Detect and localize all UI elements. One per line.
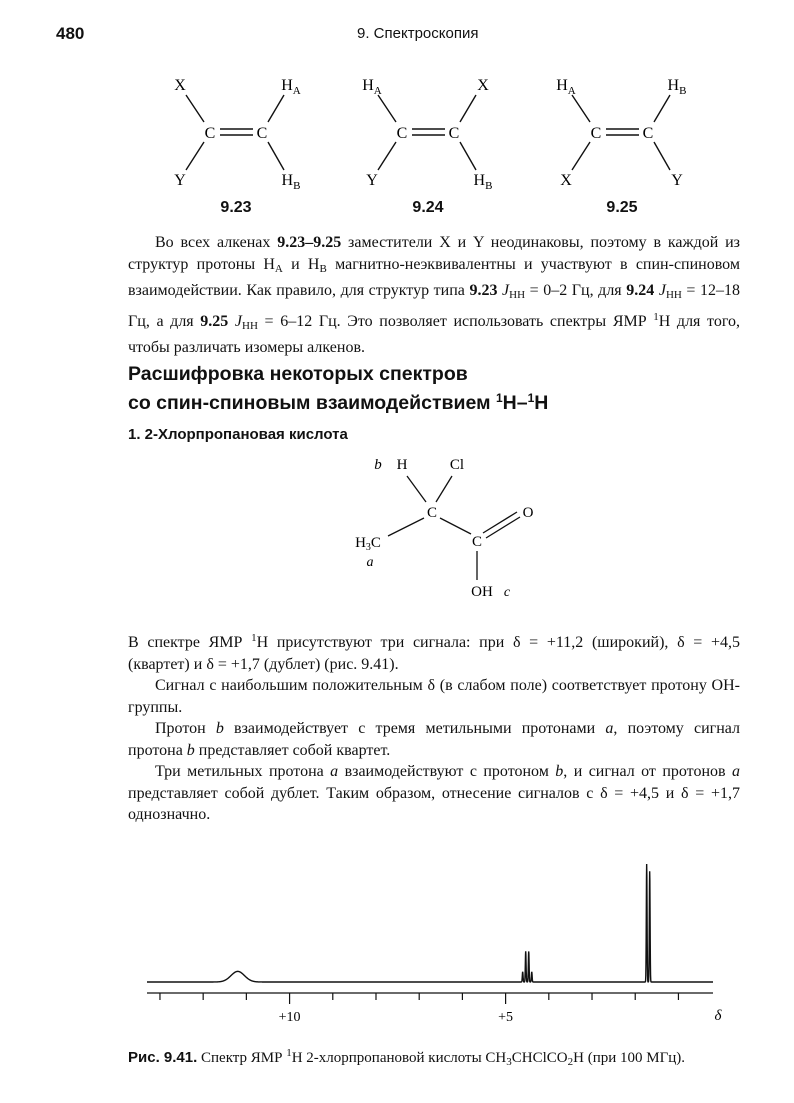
tick-label: +10 [278,1010,301,1025]
lower-right-atom: $H_B$ [473,172,493,192]
bond-ll [186,142,204,170]
bond-ul [186,95,204,122]
central-carbon: C [426,505,438,521]
chloropropanoic-acid-structure [340,452,550,602]
carbon-left: C [396,125,408,142]
lower-right-atom: $H_B$ [281,172,301,192]
bond-c-ch3 [388,518,424,536]
tick-label: +5 [498,1010,514,1025]
bond-c-cooh [440,518,471,534]
proton-a-label: a [366,555,374,570]
structure-label-9-24: 9.24 [412,199,444,216]
carbon-right: C [642,125,654,142]
structure-label-9-23: 9.23 [220,199,252,216]
structure-label-9-25: 9.25 [606,199,638,216]
subsection-title: 1. 2-Хлорпропановая кислота [128,426,348,443]
lower-left-atom: Y [174,172,186,189]
structure-9-24 [362,77,492,192]
figure-caption: Рис. 9.41. Спектр ЯМР $^1$H 2-хлорпропановой кислоты $CH_3CHClCO_2H$ (при 100 МГц). [128,1047,686,1068]
x-axis-ticks [160,993,678,1004]
x-axis-tick-labels [279,1010,513,1025]
carbon-right: C [256,125,268,142]
x-axis-label: δ [714,1008,722,1024]
upper-right-atom: X [477,77,489,94]
page-number: 480 [56,24,85,43]
proton-b-label: b [374,457,382,473]
section-title-line1: Расшифровка некоторых спектров [128,363,468,385]
spectrum-discussion [128,628,740,826]
bond-c-h [407,476,426,502]
section-title [128,362,548,415]
bond-ur [268,95,284,122]
bond-c-cl [436,476,452,502]
proton-c-label: c [503,585,511,600]
carbon-left: C [590,125,602,142]
upper-right-atom: $H_B$ [667,77,687,97]
spectrum-trace [147,864,713,982]
hydroxyl-group: OH [471,584,493,600]
nmr-spectrum-chart [140,855,730,1030]
para-proton-b: Протон b взаимодействует с тремя метильными протонами a, поэтому сигнал протона b представляет собой квартет. [128,720,740,759]
structure-9-25 [556,77,686,189]
para-proton-a: Три метильных протона a взаимодействуют с протоном b, и сигнал от протонов a представляет собой дублет. Таким образом, отнесение сигналов с δ = +4,5 и δ = +1,7 однозначно. [128,763,740,823]
lower-left-atom: Y [366,172,378,189]
para-oh-signal: Сигнал с наибольшим положительным δ (в слабом поле) соответствует протону OH-группы. [128,677,740,716]
running-head: 9. Спектроскопия [357,25,479,42]
section-title-line2: со спин-спиновым взаимодействием $^1$H–$^1$H [128,391,549,414]
para-signals: В спектре ЯМР $^1$H присутствуют три сигнала: при δ = +11,2 (широкий), δ = +4,5 (квартет) и δ = +1,7 (дублет) (рис. 9.41). [128,632,740,673]
carbon-right: C [448,125,460,142]
upper-right-atom: $H_A$ [281,77,301,97]
upper-left-atom: X [174,77,186,94]
figure-label: Рис. 9.41. [128,1049,198,1066]
lower-right-atom: Y [671,172,683,189]
structure-9-23 [174,77,301,192]
upper-left-atom: $H_A$ [556,77,576,97]
carboxyl-carbon: C [471,534,483,550]
chlorine-atom: Cl [449,457,465,473]
alkene-structures [150,68,710,198]
alkene-paragraph: Во всех алкенах 9.23–9.25 заместители X и Y неодинаковы, поэтому в каждой из структур протоны $H_A$ и $H_B$ магнитно-неэквивалентны и участвуют в спин-спиновом взаимодействии. Как правило, для структур типа 9.23 $J_{HH} = 0-2$ Гц, для 9.24 $J_{HH} = 12-18$ Гц, а для 9.25 $J_{HH} = 6-12$ Гц. Это позволяет использовать спектры ЯМР $^1$H для того, чтобы различать изомеры алкенов. [128,234,741,356]
methyl-group: $H_3C$ [355,535,381,553]
carbon-left: C [204,125,216,142]
upper-left-atom: $H_A$ [362,77,382,97]
carbonyl-oxygen: O [522,505,534,521]
lower-left-atom: X [560,172,572,189]
bond-lr [268,142,284,170]
hydrogen-atom: H [396,457,408,473]
